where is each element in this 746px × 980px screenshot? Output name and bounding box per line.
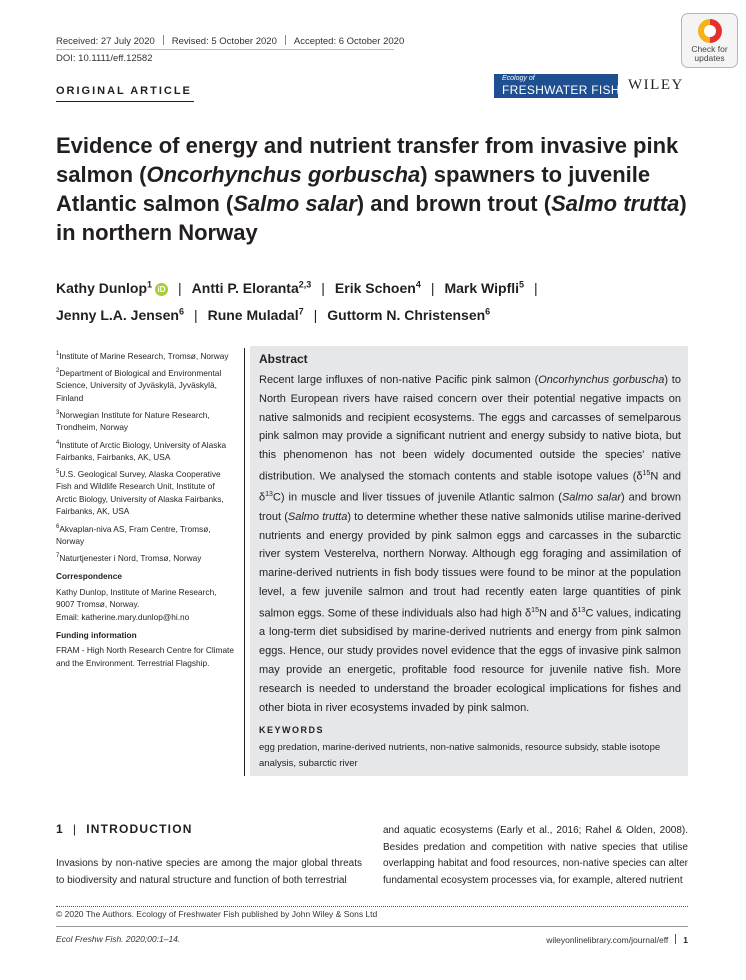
affiliation <box>56 521 236 548</box>
affiliation-text: Naturtjenester i Nord, Tromsø, Norway <box>59 553 202 564</box>
intro-paragraph-left: Invasions by non-native species are among the major global threats to biodiversity and natural structure and function of both terrestrial <box>56 858 362 886</box>
abstract-body <box>259 371 681 717</box>
author-affiliation-ref: 1 <box>147 279 153 289</box>
keywords-heading: KEYWORDS <box>259 725 325 735</box>
correspondence-text <box>56 586 236 611</box>
title-species: Oncorhynchus gorbuscha <box>146 162 421 187</box>
author-affiliation-ref: 6 <box>485 306 491 317</box>
abstract-text: Recent large influxes of non-native Pacific pink salmon ( <box>259 374 539 386</box>
abstract-text: N and δ <box>259 470 681 505</box>
correspondence-address: Kathy Dunlop, Institute of Marine Research, 9007 Tromsø, Norway. <box>56 586 217 610</box>
abstract-text: ) to determine whether these native salmonids utilise marine-derived nutrients and energy provided by pink salmon eggs and carcasses in the subarctic river system Vesterelva, northern Norway. Although egg foraging and assimilation of marine-derived nutrients in fish body tissues were found to be minor at the population level, a few juvenile salmon and trout had recently eaten large quantities of pink salmon eggs. Some of these individuals also had high δ <box>259 510 681 620</box>
section-heading-introduction <box>56 822 193 836</box>
section-separator: | <box>72 822 78 836</box>
abstract-text: ) to North European rivers have raised concern over their potential negative impacts on native salmonids and recipient ecosystems. The eggs and carcasses of semelparous pink salmon may provide a significant nutrient and energy subsidy to native biota, but this phenomenon has not been widely documented outside the species' native distribution. We analysed the stomach contents and stable isotope values (δ <box>259 374 681 483</box>
affiliation-text: Institute of Arctic Biology, University of Alaska Fairbanks, Fairbanks, AK, USA <box>56 439 227 462</box>
author-affiliation-ref: 7 <box>298 306 304 317</box>
author-affiliation-ref: 4 <box>415 279 421 289</box>
author-separator: | <box>534 279 538 296</box>
abstract-heading: Abstract <box>259 352 308 366</box>
abstract-text: C values, indicating a long-term diet subsidised by marine-derived nutrients and energy from pink salmon eggs. Hence, our study provides novel evidence that the eggs of invasive pink salmon may provide an energetic, profitable food resource for juvenile native fish. More research is needed to understand the broader ecological implications for fishes and other biota in river ecosystems invaded by pink salmon. <box>259 607 681 714</box>
affiliation-text: U.S. Geological Survey, Alaska Cooperative Fish and Wildlife Research Unit, Institute of Arctic Biology, University of Alaska Fairbanks, Fairbanks, AK, USA <box>56 469 224 517</box>
abstract-species: Salmo salar <box>561 492 621 505</box>
keywords-list: egg predation, marine-derived nutrients, non-native salmonids, resource subsidy, stable isotope analysis, subarctic river <box>259 742 661 769</box>
affiliation-number: 6 <box>56 523 60 530</box>
author-separator: | <box>193 307 198 324</box>
affiliation-text: Norwegian Institute for Nature Research, Trondheim, Norway <box>56 409 210 433</box>
affiliations-column <box>56 348 236 672</box>
affiliation-number: 2 <box>56 368 60 375</box>
footer-divider <box>56 926 688 927</box>
title-text: Evidence of energy and nutrient transfer from invasive pink salmon ( <box>56 133 679 187</box>
abstract-species: Salmo trutta <box>287 510 348 523</box>
affiliation-number: 3 <box>56 410 60 417</box>
funding-text: FRAM - High North Research Centre for Climate and the Environment. Terrestrial Flagship. <box>56 645 234 668</box>
footer-dotted-divider <box>56 906 688 907</box>
article-title <box>56 131 696 247</box>
affiliation-text: Akvaplan-niva AS, Fram Centre, Tromsø, Norway <box>56 523 211 546</box>
author-separator: | <box>430 279 435 296</box>
publisher-logo[interactable]: WILEY <box>628 77 684 93</box>
author-name: Antti P. Eloranta <box>191 279 299 296</box>
author-name: Jenny L.A. Jensen <box>56 307 179 324</box>
abstract-text: ) and brown trout ( <box>259 492 681 523</box>
journal-logo-small-text: Ecology of <box>502 75 535 82</box>
author[interactable] <box>56 280 152 296</box>
isotope-superscript: 15 <box>642 469 651 477</box>
author[interactable] <box>192 280 312 296</box>
isotope-superscript: 15 <box>531 606 539 614</box>
author[interactable] <box>56 307 184 323</box>
correspondence-heading: Correspondence <box>56 571 122 582</box>
affiliation-number: 4 <box>56 439 60 446</box>
article-dates <box>56 35 404 47</box>
author[interactable] <box>444 280 524 296</box>
affiliation <box>56 407 236 434</box>
abstract-text: N and δ <box>538 607 578 620</box>
section-number: 1 <box>56 822 64 836</box>
column-divider <box>244 348 245 776</box>
author-list <box>56 272 696 327</box>
doi: DOI: 10.1111/eff.12582 <box>56 53 153 64</box>
crossmark-icon <box>698 19 722 43</box>
author-name: Rune Muladal <box>207 307 299 324</box>
abstract-text: C) in muscle and liver tissues of juvenile Atlantic salmon ( <box>272 492 562 505</box>
title-species: Salmo trutta <box>551 191 680 216</box>
affiliation <box>56 437 236 464</box>
author[interactable] <box>327 307 490 323</box>
author-affiliation-ref: 5 <box>519 279 525 289</box>
author-name: Kathy Dunlop <box>56 279 147 296</box>
author[interactable] <box>208 307 304 323</box>
article-type: ORIGINAL ARTICLE <box>56 85 192 97</box>
page-number: 1 <box>683 935 688 945</box>
author-separator: | <box>178 279 182 296</box>
author-separator: | <box>313 307 318 324</box>
correspondence-email[interactable]: Email: katherine.mary.dunlop@hi.no <box>56 611 190 622</box>
title-species: Salmo salar <box>233 191 357 216</box>
title-text: ) spawners to juvenile Atlantic salmon ( <box>56 162 651 216</box>
author[interactable] <box>335 280 421 296</box>
date-separator <box>163 35 164 45</box>
affiliation <box>56 348 236 362</box>
isotope-superscript: 13 <box>577 606 586 614</box>
author-separator: | <box>321 279 325 296</box>
received-date: Received: 27 July 2020 <box>56 36 155 47</box>
affiliation <box>56 550 236 564</box>
author-name: Mark Wipfli <box>444 279 520 296</box>
journal-citation: Ecol Freshw Fish. 2020;00:1–14. <box>56 934 181 944</box>
title-text: ) in northern Norway <box>56 191 687 245</box>
check-for-updates-label: Check for updates <box>691 44 728 63</box>
journal-logo-name: FRESHWATER FISH <box>502 83 620 97</box>
author-affiliation-ref: 2,3 <box>298 279 312 289</box>
title-text: ) and brown trout ( <box>356 191 552 216</box>
journal-url[interactable]: wileyonlinelibrary.com/journal/eff <box>546 935 669 945</box>
affiliation-text: Institute of Marine Research, Tromsø, Norway <box>59 350 229 361</box>
orcid-icon[interactable]: iD <box>155 283 168 296</box>
accepted-date: Accepted: 6 October 2020 <box>293 36 405 47</box>
dates-divider <box>56 49 394 50</box>
affiliation-number: 5 <box>56 469 60 476</box>
author-name: Erik Schoen <box>334 279 416 296</box>
affiliation <box>56 466 236 517</box>
revised-date: Revised: 5 October 2020 <box>171 36 277 47</box>
date-separator <box>285 35 286 45</box>
copyright-notice: © 2020 The Authors. Ecology of Freshwater Fish published by John Wiley & Sons Ltd <box>56 909 378 919</box>
affiliation-number: 1 <box>56 351 60 357</box>
article-type-underline <box>56 101 194 102</box>
author-name: Guttorm N. Christensen <box>327 307 486 324</box>
section-title: INTRODUCTION <box>86 822 193 836</box>
check-for-updates-button[interactable] <box>681 13 738 68</box>
abstract-species: Oncorhynchus gorbuscha <box>538 374 665 386</box>
footer-separator <box>675 934 676 944</box>
affiliation-text: Department of Biological and Environmental Science, University of Jyväskylä, Jyväskylä, Finland <box>56 367 222 403</box>
isotope-superscript: 13 <box>265 491 273 499</box>
author-affiliation-ref: 6 <box>178 306 184 317</box>
intro-paragraph-right: and aquatic ecosystems (Early et al., 2016; Rahel & Olden, 2008). Besides predation and competition with native species that utilise overlapping habitat and food resources, non-native species can alter fundamental ecosystem processes via, for example, altered nutrient <box>383 825 688 886</box>
affiliation <box>56 365 236 404</box>
affiliation-number: 7 <box>56 553 60 560</box>
funding-heading: Funding information <box>56 630 137 641</box>
journal-logo[interactable] <box>494 74 618 98</box>
footer-right <box>546 934 688 945</box>
